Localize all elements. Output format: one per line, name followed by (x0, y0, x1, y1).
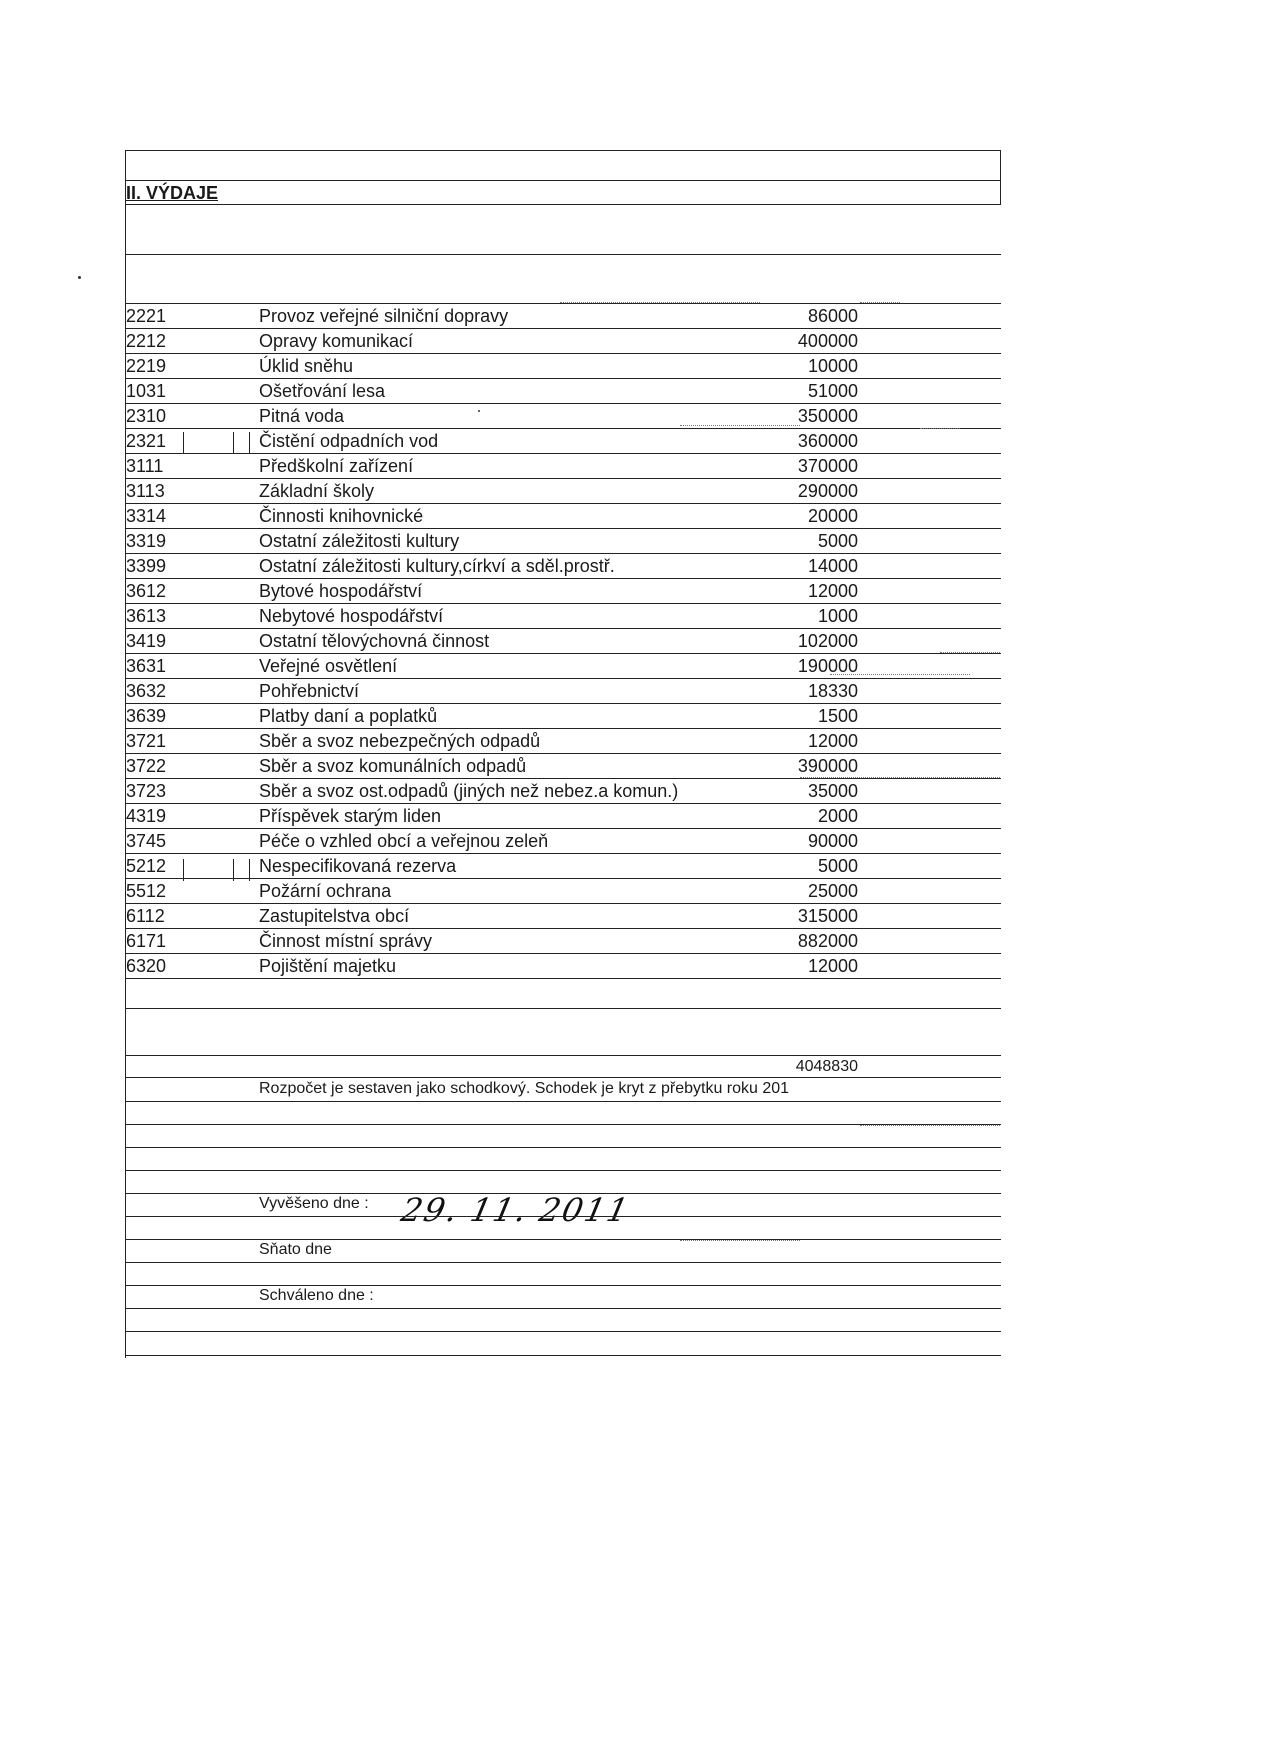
expense-amount: 90000 (807, 831, 858, 851)
row-separator (125, 328, 1001, 329)
frame-bottom-line (125, 1355, 1001, 1356)
scan-dots (920, 428, 960, 429)
expense-amount: 882000 (797, 931, 858, 951)
expense-amount: 1000 (817, 606, 858, 626)
expense-code: 1031 (126, 381, 167, 401)
expense-name: Bytové hospodářství (259, 581, 423, 601)
expense-name: Platby daní a poplatků (259, 706, 438, 726)
expense-amount: 400000 (797, 331, 858, 351)
budget-note: Rozpočet je sestaven jako schodkový. Schodek je kryt z přebytku roku 201 (259, 1080, 790, 1097)
approved-bottom-line (125, 1308, 1001, 1309)
approved-label: Schváleno dne : (259, 1287, 374, 1304)
row-separator (125, 728, 1001, 729)
expense-name: Požární ochrana (259, 881, 392, 901)
expense-amount: 10000 (807, 356, 858, 376)
blank-line-3 (125, 1170, 1001, 1171)
expense-name: Ostatní tělovýchovná činnost (259, 631, 490, 651)
header-divider (125, 180, 1001, 181)
table-bottom-line (125, 1008, 1001, 1009)
expense-name: Provoz veřejné silniční dopravy (259, 306, 509, 326)
removed-bottom-line (125, 1262, 1001, 1263)
expense-name: Opravy komunikací (259, 331, 414, 351)
expense-code: 3723 (126, 781, 167, 801)
expense-code: 2310 (126, 406, 167, 426)
posted-bottom-line (125, 1216, 1001, 1217)
expense-code: 6171 (126, 931, 167, 951)
expense-name: Nespecifikovaná rezerva (259, 856, 457, 876)
row-separator (125, 778, 1001, 779)
expense-name: Zastupitelstva obcí (259, 906, 410, 926)
expense-amount: 12000 (807, 581, 858, 601)
row-separator (125, 603, 1001, 604)
expense-code: 3745 (126, 831, 167, 851)
cell-box-divider (183, 432, 184, 454)
expense-code: 3113 (126, 481, 165, 501)
expense-code: 3721 (126, 731, 167, 751)
expense-name: Příspěvek starým liden (259, 806, 442, 826)
blank-line-2 (125, 1147, 1001, 1148)
expense-name: Úklid sněhu (259, 356, 354, 376)
expense-amount: 5000 (817, 856, 858, 876)
scan-speck (78, 276, 81, 279)
expense-name: Sběr a svoz nebezpečných odpadů (259, 731, 541, 751)
cell-box-divider (233, 859, 234, 881)
expense-code: 3612 (126, 581, 167, 601)
row-separator (125, 953, 1001, 954)
row-separator (125, 703, 1001, 704)
removed-label: Sňato dne (259, 1241, 332, 1258)
cell-box-divider (233, 432, 234, 454)
expense-amount: 360000 (797, 431, 858, 451)
scan-dots (860, 1125, 1000, 1126)
section-title: II. VÝDAJE (126, 183, 219, 203)
cell-box-divider (249, 859, 250, 881)
expense-amount: 315000 (797, 906, 858, 926)
expense-amount: 190000 (797, 656, 858, 676)
expense-name: Činnosti knihovnické (259, 506, 424, 526)
expense-amount: 20000 (807, 506, 858, 526)
blank-row-line (125, 254, 1001, 255)
expense-name: Předškolní zařízení (259, 456, 414, 476)
row-separator (125, 628, 1001, 629)
expense-name: Čistění odpadních vod (259, 431, 439, 451)
expense-code: 5212 (126, 856, 167, 876)
blank-line-7 (125, 1331, 1001, 1332)
expense-code: 3639 (126, 706, 167, 726)
expense-name: Sběr a svoz komunálních odpadů (259, 756, 527, 776)
expense-code: 5512 (126, 881, 167, 901)
scan-dots (680, 1240, 800, 1241)
expense-name: Sběr a svoz ost.odpadů (jiných než nebez.a komun.) (259, 781, 679, 801)
expense-amount: 12000 (807, 731, 858, 751)
total-bottom-line (125, 1077, 1001, 1078)
expense-amount: 2000 (817, 806, 858, 826)
expense-code: 2219 (126, 356, 167, 376)
posted-label: Vyvěšeno dne : (259, 1195, 369, 1212)
expense-code: 6112 (126, 906, 165, 926)
expense-code: 3631 (126, 656, 167, 676)
expense-amount: 86000 (807, 306, 858, 326)
row-separator (125, 678, 1001, 679)
expense-name: Pitná voda (259, 406, 345, 426)
expense-name: Ostatní záležitosti kultury,církví a sděl.prostř. (259, 556, 615, 576)
scan-dots (800, 777, 1000, 778)
expense-amount: 25000 (807, 881, 858, 901)
note-bottom-line (125, 1101, 1001, 1102)
expense-amount: 51000 (807, 381, 858, 401)
expense-amount: 12000 (807, 956, 858, 976)
row-separator (125, 828, 1001, 829)
expense-amount: 1500 (817, 706, 858, 726)
scan-speck (478, 410, 480, 412)
expense-amount: 102000 (797, 631, 858, 651)
header-bottom-line (125, 204, 1001, 205)
expense-amount: 390000 (797, 756, 858, 776)
scan-dots (940, 652, 1000, 653)
expense-name: Ostatní záležitosti kultury (259, 531, 460, 551)
expense-name: Pojištění majetku (259, 956, 397, 976)
total-top-line (125, 1055, 1001, 1056)
frame-top-line (125, 150, 1001, 151)
expense-amount: 5000 (817, 531, 858, 551)
expense-name: Péče o vzhled obcí a veřejnou zeleň (259, 831, 549, 851)
row-separator (125, 878, 1001, 879)
expense-amount: 18330 (807, 681, 858, 701)
table-top-line (125, 303, 1001, 304)
row-separator (125, 478, 1001, 479)
row-separator (125, 353, 1001, 354)
row-separator (125, 403, 1001, 404)
expense-amount: 290000 (797, 481, 858, 501)
expense-code: 3319 (126, 531, 167, 551)
row-separator (125, 803, 1001, 804)
row-separator (125, 753, 1001, 754)
scan-dots (860, 302, 900, 303)
cell-box-divider (249, 432, 250, 454)
posted-date-handwritten: 29. 11. 2011 (397, 1191, 634, 1229)
expense-code: 3632 (126, 681, 167, 701)
blank-line-5 (125, 1239, 1001, 1240)
expense-code: 3613 (126, 606, 167, 626)
expense-code: 3722 (126, 756, 167, 776)
expense-code: 6320 (126, 956, 167, 976)
expense-code: 3111 (126, 456, 164, 476)
expense-name: Základní školy (259, 481, 375, 501)
blank-line-6 (125, 1285, 1001, 1286)
expense-code: 3314 (126, 506, 167, 526)
row-separator (125, 503, 1001, 504)
expense-name: Veřejné osvětlení (259, 656, 398, 676)
expense-code: 4319 (126, 806, 167, 826)
cell-box-divider (183, 859, 184, 881)
scan-dots (560, 302, 760, 303)
expense-name: Činnost místní správy (259, 931, 433, 951)
total-amount: 4048830 (795, 1058, 858, 1075)
expense-amount: 350000 (797, 406, 858, 426)
row-separator (125, 653, 1001, 654)
frame-right-line (1000, 150, 1001, 205)
row-separator (125, 853, 1001, 854)
expense-code: 2212 (126, 331, 167, 351)
expense-code: 2221 (126, 306, 167, 326)
expense-code: 2321 (126, 431, 167, 451)
expense-amount: 370000 (797, 456, 858, 476)
row-separator (125, 903, 1001, 904)
row-separator (125, 578, 1001, 579)
row-separator (125, 378, 1001, 379)
row-separator (125, 528, 1001, 529)
expense-name: Pohřebnictví (259, 681, 360, 701)
expense-amount: 14000 (807, 556, 858, 576)
scan-dots (830, 674, 970, 675)
row-separator (125, 428, 1001, 429)
expense-code: 3419 (126, 631, 167, 651)
expense-amount: 35000 (807, 781, 858, 801)
expense-name: Nebytové hospodářství (259, 606, 444, 626)
expense-name: Ošetřování lesa (259, 381, 386, 401)
row-separator (125, 553, 1001, 554)
row-separator (125, 453, 1001, 454)
row-separator (125, 928, 1001, 929)
row-separator (125, 978, 1001, 979)
scan-dots (680, 425, 800, 426)
expense-code: 3399 (126, 556, 167, 576)
